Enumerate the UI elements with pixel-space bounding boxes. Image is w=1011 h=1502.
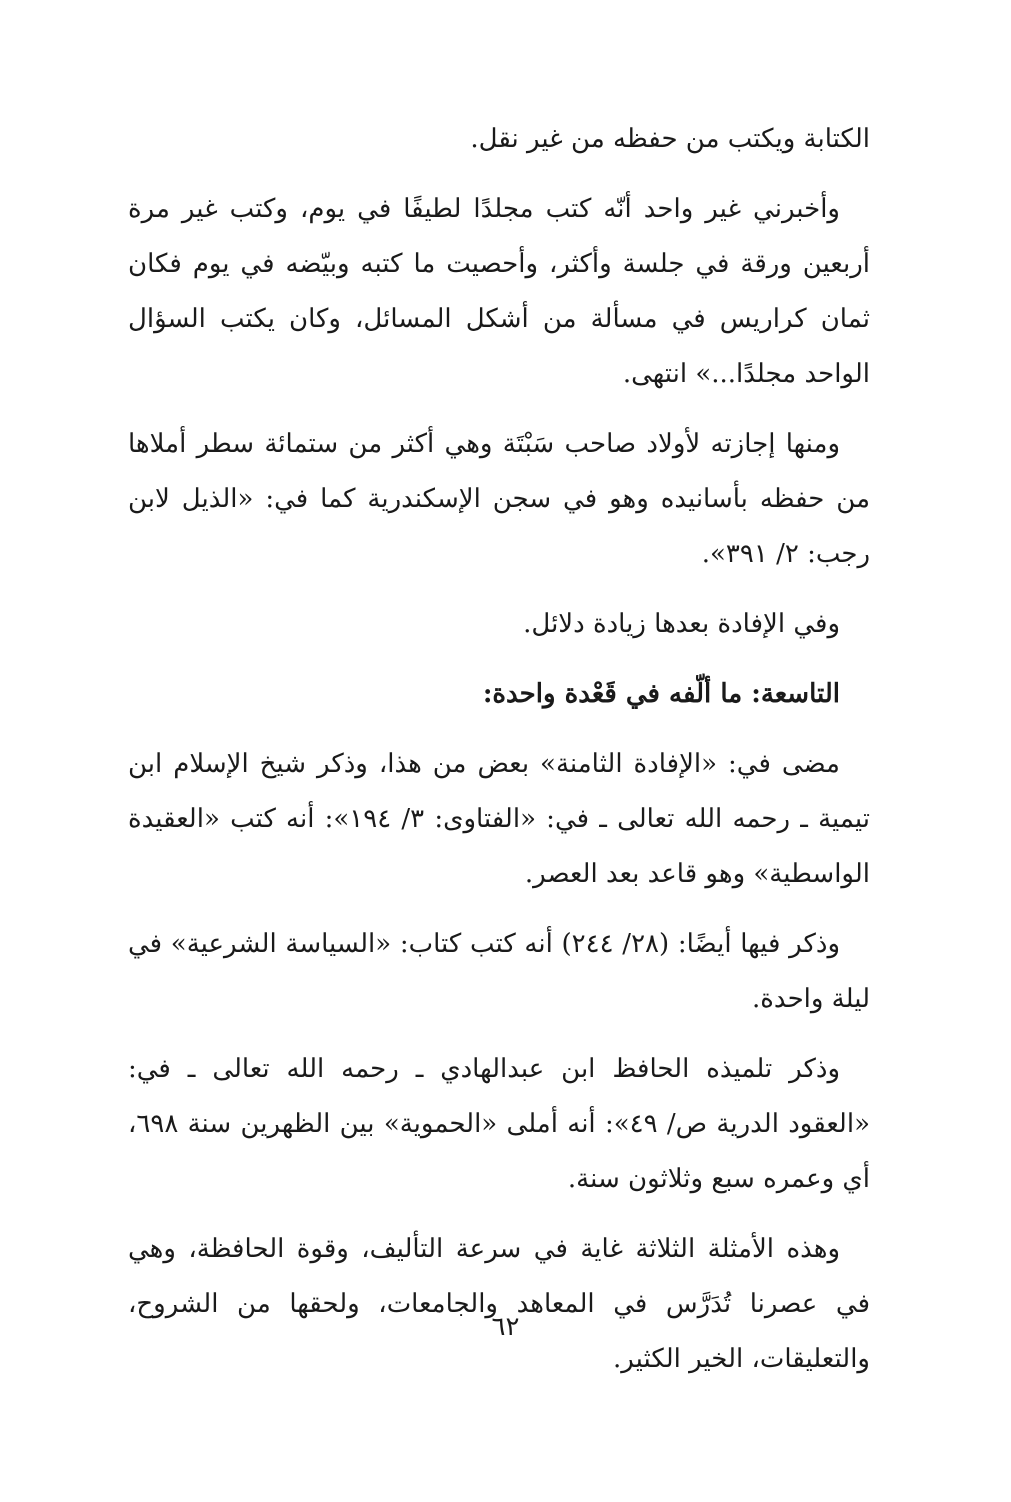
paragraph-wasitiyya: مضى في: «الإفادة الثامنة» بعض من هذا، وذكر شيخ الإسلام ابن تيمية ـ رحمه الله تعالى ـ في: «الفتاوى: ٣/ ١٩٤»: أنه كتب «العقيدة الواسطية» وهو قاعد بعد العصر.: [128, 749, 870, 889]
paragraph-siyasa: وذكر فيها أيضًا: (٢٨/ ٢٤٤) أنه كتب كتاب: «السياسة الشرعية» في ليلة واحدة.: [128, 929, 870, 1014]
paragraph-hamawiyya: وذكر تلميذه الحافظ ابن عبدالهادي ـ رحمه الله تعالى ـ في: «العقود الدرية ص/ ٤٩»: أنه أملى «الحموية» بين الظهرين سنة ٦٩٨، أي وعمره سبع وثلاثون سنة.: [128, 1054, 870, 1194]
paragraph-ifada-note: وفي الإفادة بعدها زيادة دلائل.: [523, 609, 840, 639]
main-text: [128, 112, 870, 1402]
section-heading: التاسعة: ما ألّفه في قَعْدة واحدة:: [482, 679, 840, 709]
page-number: ٦٢: [491, 1312, 520, 1342]
paragraph-summary: وهذه الأمثلة الثلاثة غاية في سرعة التأليف، وقوة الحافظة، وهي في عصرنا تُدَرَّس في المعاهد والجامعات، ولحقها من الشروح، والتعليقات، الخير الكثير.: [128, 1234, 870, 1374]
paragraph-reports: وأخبرني غير واحد أنّه كتب مجلدًا لطيفًا في يوم، وكتب غير مرة أربعين ورقة في جلسة وأكثر، وأحصيت ما كتبه وبيّضه في يوم فكان ثمان كراريس في مسألة من أشكل المسائل، وكان يكتب السؤال الواحد مجلدًا...» انتهى.: [128, 194, 870, 389]
paragraph-ijaza: ومنها إجازته لأولاد صاحب سَبْتَة وهي أكثر من ستمائة سطر أملاها من حفظه بأسانيده وهو في سجن الإسكندرية كما في: «الذيل لابن رجب: ٢/ ٣٩١».: [128, 429, 870, 569]
paragraph-continuation: الكتابة ويكتب من حفظه من غير نقل.: [470, 124, 870, 154]
